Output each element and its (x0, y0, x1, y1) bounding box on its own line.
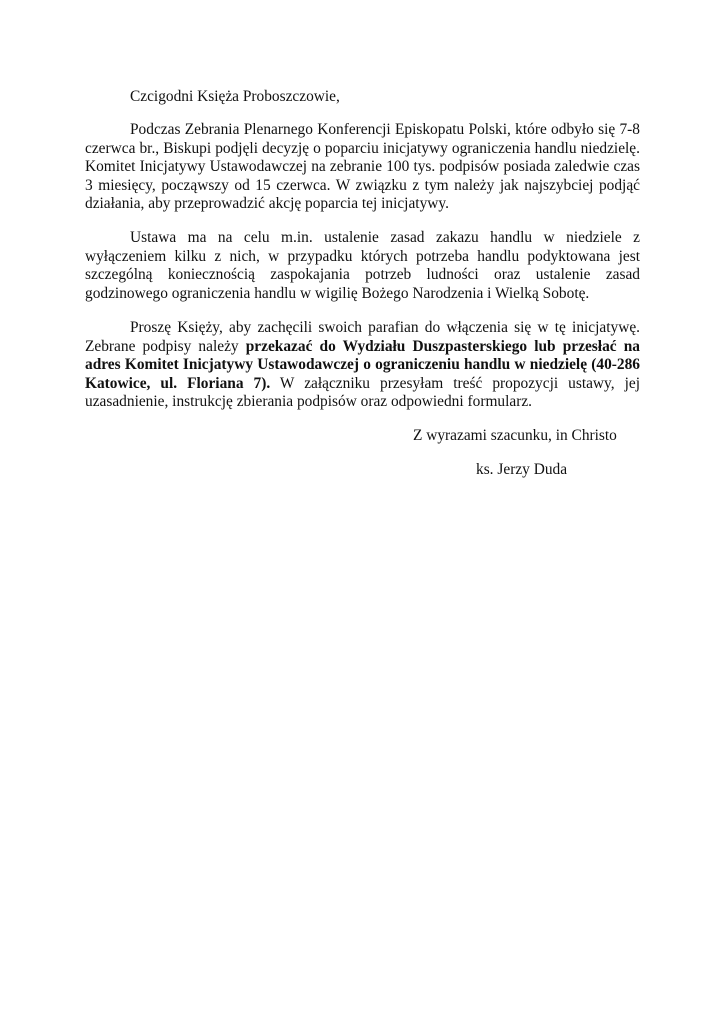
closing: Z wyrazami szacunku, in Christo (413, 427, 617, 444)
attachment-text: W załączniku przesyłam treść propozycji ustawy, jej uzasadnienie, instrukcję zbierania podpisów oraz odpowiedni formularz. (85, 374, 640, 411)
request-text: Proszę Księży, aby zachęcili swoich parafian do włączenia się w tę inicjatywę. Zebrane podpisy należy (85, 319, 640, 355)
salutation: Czcigodni Księża Proboszczowie, (130, 88, 340, 105)
paragraph-decision: Podczas Zebrania Plenarnego Konferencji Episkopatu Polski, które odbyło się 7-8 czerwca br., Biskupi podjęli decyzję o poparciu inicjatywy ograniczenia handlu niedzielę. Komitet Inicjatywy Ustawodawczej na zebranie 100 tys. podpisów posiada zaledwie czas 3 miesięcy, począwszy od 15 czerwca. W związku z tym należy jak najszybciej podjąć działania, aby przeprowadzić akcję poparcia tej inicjatywy. (85, 121, 640, 213)
paragraph-law-purpose: Ustawa ma na celu m.in. ustalenie zasad zakazu handlu w niedziele z wyłączeniem kilku z nich, w przypadku których potrzeba handlu podyktowana jest szczególną koniecznością zaspokajania potrzeb ludności oraz ustalenie zasad godzinowego ograniczenia handlu w wigilię Bożego Narodzenia i Wielką Sobotę. (85, 229, 640, 302)
signature: ks. Jerzy Duda (476, 461, 568, 478)
delivery-address-text: przekazać do Wydziału Duszpasterskiego lub przesłać na adres Komitet Inicjatywy Ustawodawczej o ograniczeniu handlu w niedzielę (40-286 Katowice, ul. Floriana 7). (85, 337, 640, 392)
paragraph-request (85, 319, 640, 412)
